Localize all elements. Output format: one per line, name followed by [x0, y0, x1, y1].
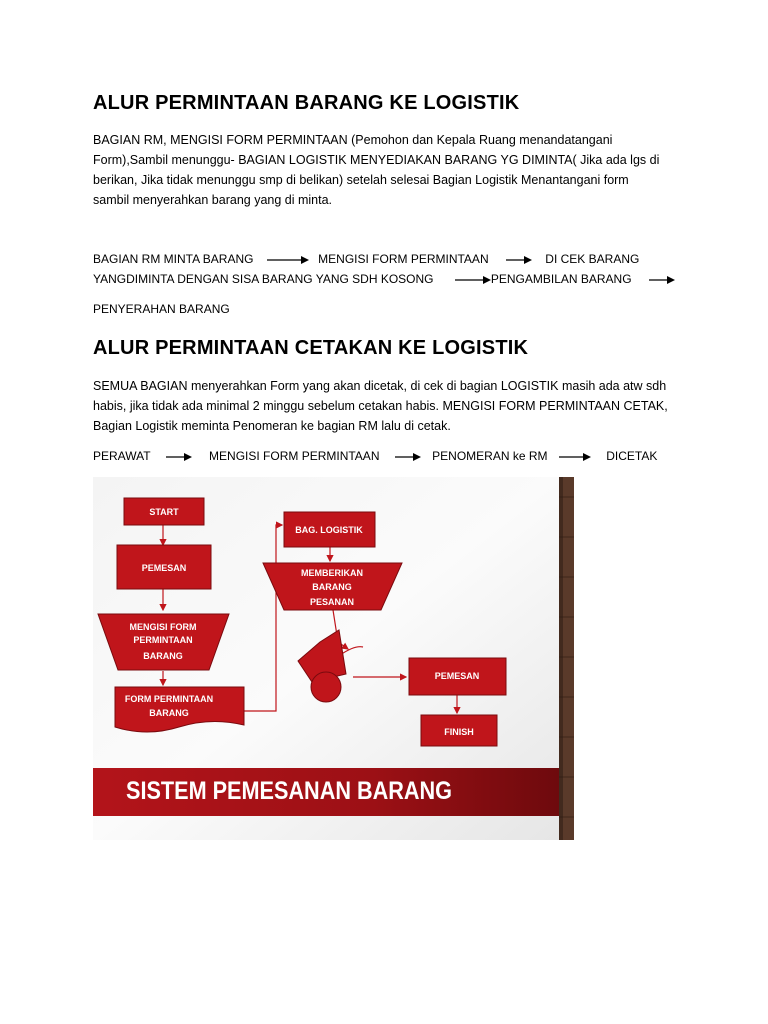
flowchart-svg [93, 477, 574, 840]
flow-step: DI CEK BARANG [545, 252, 640, 266]
flowchart-image [93, 477, 574, 840]
section1-flow-line3 [93, 299, 230, 319]
section2-title: ALUR PERMINTAAN CETAKAN KE LOGISTIK [93, 337, 529, 359]
section1-paragraph [93, 130, 673, 210]
arrow-right-icon [267, 255, 309, 265]
flow-step: PENYERAHAN BARANG [93, 302, 230, 316]
paragraph-line: SEMUA BAGIAN menyerahkan Form yang akan dicetak, di cek di bagian LOGISTIK masih ada atw sdh [93, 379, 667, 393]
flow-step: PENOMERAN ke RM [432, 449, 548, 463]
finish-label: FINISH [444, 727, 474, 737]
banner-title: SISTEM PEMESANAN BARANG [126, 777, 452, 805]
form-permintaan-label: FORM PERMINTAAN [124, 694, 214, 704]
flow-step: MENGISI FORM PERMINTAAN [209, 449, 380, 463]
paragraph-line: Form),Sambil menunggu- BAGIAN LOGISTIK MENYEDIAKAN BARANG YG DIMINTA( Jika ada lgs di [93, 153, 660, 167]
arrow-right-icon [559, 452, 591, 462]
arrow-right-icon [395, 452, 421, 462]
pemesan-label: PEMESAN [141, 563, 187, 573]
start-label: START [149, 507, 179, 517]
flow-step: PENGAMBILAN BARANG [490, 272, 632, 286]
section2-flow [93, 446, 657, 466]
section1-flow-line2 [93, 269, 675, 289]
arrow-right-icon [506, 255, 532, 265]
form-permintaan-label: BARANG [149, 708, 189, 718]
paragraph-line: Bagian Logistik meminta Penomeran ke bagian RM lalu di cetak. [93, 419, 451, 433]
flow-step: MENGISI FORM PERMINTAAN [318, 252, 489, 266]
section2-paragraph [93, 376, 673, 436]
bag-logistik-label: BAG. LOGISTIK [295, 525, 363, 535]
memberikan-label: MEMBERIKAN [301, 568, 363, 578]
paragraph-line: berikan, Jika tidak menunggu smp di belikan) setelah selesai Bagian Logistik Menantangani form [93, 173, 629, 187]
flow-step: PERAWAT [93, 449, 151, 463]
connector-circle [311, 672, 341, 702]
flow-step: DICETAK [606, 449, 658, 463]
paragraph-line: habis, jika tidak ada minimal 2 minggu sebelum cetakan habis. MENGISI FORM PERMINTAAN CETAK, [93, 399, 668, 413]
memberikan-label: PESANAN [309, 597, 355, 607]
memberikan-label: BARANG [312, 582, 352, 592]
paragraph-line: BAGIAN RM, MENGISI FORM PERMINTAAN (Pemohon dan Kepala Ruang menandatangani [93, 133, 613, 147]
paragraph-line: sambil menyerahkan barang yang di minta. [93, 193, 333, 207]
pemesan2-label: PEMESAN [434, 671, 480, 681]
section1-flow-line1 [93, 249, 639, 269]
flow-step: BAGIAN RM MINTA BARANG [93, 252, 254, 266]
section1-title: ALUR PERMINTAAN BARANG KE LOGISTIK [93, 92, 520, 114]
mengisi-form-label: MENGISI FORM [129, 622, 197, 632]
arrow-right-icon [649, 275, 675, 285]
arrow-right-icon [455, 275, 491, 285]
mengisi-form-label: BARANG [143, 651, 183, 661]
arrow-right-icon [166, 452, 192, 462]
flow-step: YANGDIMINTA DENGAN SISA BARANG YANG SDH KOSONG [93, 272, 434, 286]
mengisi-form-label: PERMINTAAN [133, 635, 193, 645]
